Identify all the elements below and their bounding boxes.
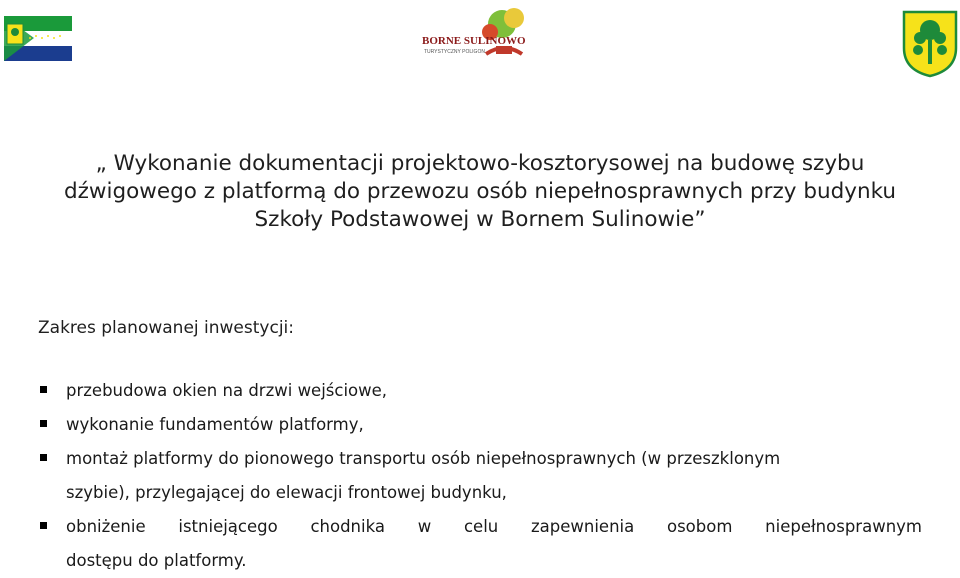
document-title [20,150,940,234]
list-item-continuation: dostępu do platformy. [66,551,247,570]
bullet-list [38,374,922,578]
title-line-3: Szkoły Podstawowej w Bornem Sulinowie” [254,207,706,232]
section-label: Zakres planowanej inwestycji: [38,318,294,338]
bullet-square-icon [40,454,47,461]
list-item-text: obniżenie istniejącego chodnika w celu zapewnienia osobom niepełnosprawnym [66,517,922,536]
list-item [38,374,922,408]
flag-logo [4,16,72,61]
list-item [38,442,922,510]
coat-of-arms [902,10,958,78]
list-item [38,510,922,578]
bullet-square-icon [40,420,47,427]
bullet-square-icon [40,386,47,393]
list-item-text: montaż platformy do pionowego transportu osób niepełnosprawnych (w przeszklonym [66,449,781,468]
bullet-square-icon [40,522,47,529]
borne-sulinowo-logo [418,2,536,70]
title-line-2: dźwigowego z platformą do przewozu osób niepełnosprawnych przy budynku [63,179,897,204]
list-item-text: wykonanie fundamentów platformy, [66,415,364,434]
list-item [38,408,922,442]
list-item-continuation: szybie), przylegającej do elewacji frontowej budynku, [66,483,507,502]
center-logo-subtitle: TURYSTYCZNY POLIGON [424,49,485,55]
list-item-text: przebudowa okien na drzwi wejściowe, [66,381,388,400]
center-logo-title: BORNE SULINOWO [422,35,526,47]
title-line-1: „ Wykonanie dokumentacji projektowo-kosztorysowej na budowę szybu [95,151,865,176]
